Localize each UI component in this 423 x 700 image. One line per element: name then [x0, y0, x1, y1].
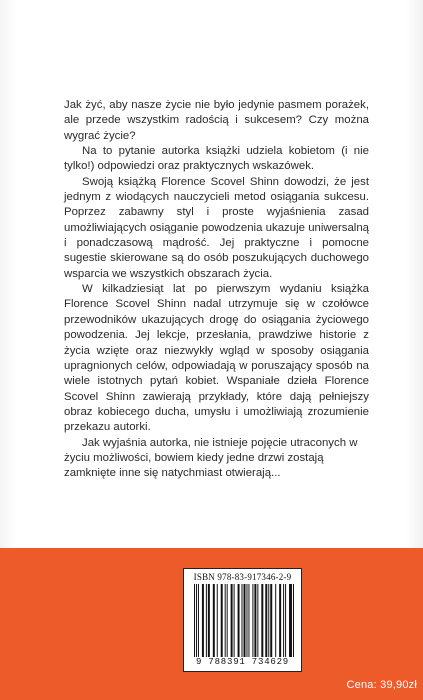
- blurb-paragraph-3: Swoją książką Florence Scovel Shinn dowodzi, że jest jednym z wiodących nauczycieli metod osiągania sukcesu. Poprzez zabawny styl i proste wyjaśnienia zasad umożliwiających osiąganie powodzenia ukazuje uniwersalną i ponadczasową mądrość. Jej praktyczne i pomocne sugestie skierowane są do osób poszukujących duchowego wsparcia we wszystkich obszarach życia.: [64, 175, 369, 280]
- blurb-paragraph-1: Jak żyć, aby nasze życie nie było jedynie pasmem porażek, ale przede wszystkim radością i sukcesem? Czy można wygrać życie?: [64, 99, 369, 142]
- barcode-icon: [192, 584, 296, 657]
- isbn-barcode-label: [183, 568, 302, 672]
- barcode-number: 9 788391 734629: [195, 657, 289, 667]
- price-label: Cena: 39,90zł: [346, 679, 417, 691]
- blurb-paragraph-5: Jak wyjaśnia autorka, nie istnieje pojęcie utraconych w życiu możliwości, bowiem kiedy jedne drzwi zostają zamknięte inne się natychmiast otwierają...: [64, 436, 358, 480]
- blurb: [64, 98, 369, 482]
- blurb-paragraph-4: W kilkadziesiąt lat po pierwszym wydaniu książka Florence Scovel Shinn nadal utrzymuje się w czołówce przewodników ukazujących drogę do osiągania życiowego powodzenia. Jej lekcje, przesłania, prawdziwe historie z życia wzięte oraz niezwykły wgląd w sposoby osiągania upragnionych celów, odpowiadają w poruszający sposób na wiele istotnych pytań kobiet. Wspaniałe dzieła Florence Scovel Shinn zawierają przykłady, które dają pełniejszy obraz kobiecego ducha, umysłu i umożliwiają zrozumienie przekazu autorki.: [64, 283, 369, 434]
- blurb-paragraph-2: Na to pytanie autorka książki udziela kobietom (i nie tylko!) odpowiedzi oraz praktycznych wskazówek.: [64, 145, 369, 173]
- isbn-text: ISBN 978-83-917346-2-9: [193, 572, 292, 582]
